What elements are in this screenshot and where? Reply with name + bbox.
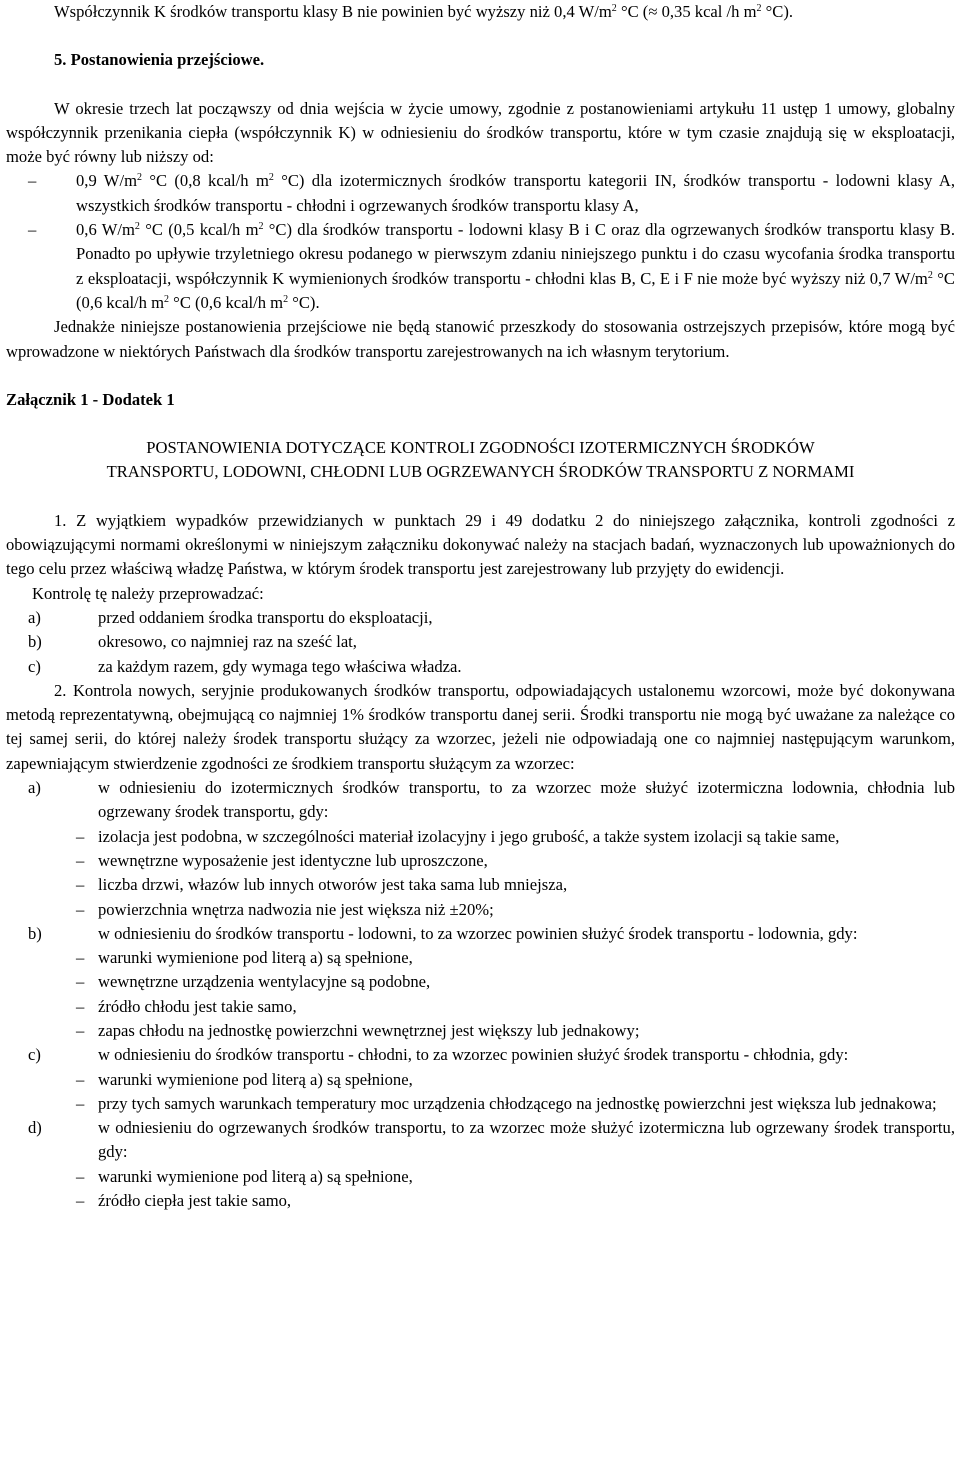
- condition-item-b: [6, 922, 955, 946]
- item-text: w odniesieniu do środków transportu - chłodni, to za wzorzec powinien służyć środek transportu - chłodnia, gdy:: [98, 1045, 849, 1065]
- dash-marker: –: [28, 171, 37, 191]
- dash-item: – warunki wymienione pod literą a) są spełnione,: [76, 948, 413, 968]
- annex-paragraph-1: 1. Z wyjątkiem wypadków przewidzianych w punktach 29 i 49 dodatku 2 do niniejszego załącznika, kontroli zgodności z obowiązującymi normami określonymi w niniejszym załączniku dokonywać należy na stacjach badań, wyznaczonych lub upoważnionych do tego celu przez właściwą władzę Państwa, w którym środek transportu jest zarejestrowany lub przyjęty do ewidencji.: [6, 510, 955, 579]
- dash-item: – izolacja jest podobna, w szczególności materiał izolacyjny i jego grubość, a także system izolacji są takie same,: [76, 826, 840, 846]
- list-item: [6, 169, 955, 218]
- fragment-text: °C).: [761, 2, 794, 21]
- dash-item: – warunki wymienione pod literą a) są spełnione,: [76, 1166, 413, 1186]
- list-item-text: 0,6 $W/m^2$ °C (0,5 kcal/h $m^2$ °C) dla środków transportu - lodowni klasy B i C oraz dla ogrzewanych środków transportu klasy B. Ponadto po upływie trzyletniego okresu podanego w pierwszym zdaniu niniejszego punktu i do czasu wycofania środka transportu z eksploatacji, współczynnik K wymienionych środków transportu - chłodni klas B, C, E i F nie może być wyższy niż 0,7 $W/m^2$ °C (0,6 kcal/h $m^2$ °C (0,6 kcal/h $m^2$ °C).: [76, 220, 956, 312]
- control-item: [6, 606, 955, 630]
- dash-item: – warunki wymienione pod literą a) są spełnione,: [76, 1069, 413, 1089]
- section-heading: 5. Postanowienia przejściowe.: [54, 50, 265, 70]
- dash-item: – liczba drzwi, włazów lub innych otworów jest taka sama lub mniejsza,: [76, 875, 568, 895]
- dash-item: – przy tych samych warunkach temperatury moc urządzenia chłodzącego na jednostkę powierzchni jest większa lub jednakowa;: [76, 1093, 937, 1113]
- annex-title-line1: POSTANOWIENIA DOTYCZĄCE KONTROLI ZGODNOŚCI IZOTERMICZNYCH ŚRODKÓW: [146, 438, 815, 458]
- annex-title-line2: TRANSPORTU, LODOWNI, CHŁODNI LUB OGRZEWANYCH ŚRODKÓW TRANSPORTU Z NORMAMI: [106, 462, 855, 482]
- dash-item: – wewnętrzne urządzenia wentylacyjne są podobne,: [76, 972, 431, 992]
- dash-item: – zapas chłodu na jednostkę powierzchni wewnętrznej jest większy lub jednakowy;: [76, 1020, 640, 1040]
- top-fragment: [6, 0, 955, 24]
- spacer: [6, 485, 955, 509]
- control-list: [6, 606, 955, 679]
- spacer: [6, 412, 955, 436]
- section-closing: Jednakże niniejsze postanowienia przejściowe nie będą stanowić przeszkody do stosowania ostrzejszych przepisów, które mogą być wprowadzone w niektórych Państwach dla środków transportu zarejestrowanych na ich własnym terytorium.: [6, 317, 955, 361]
- condition-item-d: [6, 1116, 955, 1165]
- fragment-text: Współczynnik K środków transportu klasy B nie powinien być wyższy niż 0,4 W/m: [54, 2, 612, 21]
- item-text: w odniesieniu do izotermicznych środków transportu, to za wzorzec może służyć izotermiczna lodownia, chłodnia lub ogrzewany środek transportu, gdy:: [98, 778, 955, 822]
- control-item: [6, 630, 955, 654]
- list-item-text: 0,9 $W/m^2$ °C (0,8 kcal/h $m^2$ °C) dla izotermicznych środków transportu kategorii IN, środków transportu - lodowni klasy A, wszystkich środków transportu - chłodni i ogrzewanych środków transportu klasy A,: [76, 171, 955, 215]
- item-text: w odniesieniu do środków transportu - lodowni, to za wzorzec powinien służyć środek transportu - lodownia, gdy:: [98, 923, 858, 943]
- dash-item: – źródło ciepła jest takie samo,: [76, 1191, 292, 1211]
- annex-paragraph-2: 2. Kontrola nowych, seryjnie produkowanych środków transportu, odpowiadających ustalonemu wzorcowi, może być dokonywana metodą reprezentatywną, obejmującą co najmniej 1% środków transportu danej serii. Środki transportu nie mogą być uważane za należące co tej samej serii, do której należy środek transportu służący za wzorzec, jeżeli nie odpowiadają one co najmniej następującym warunkom, zapewniającym stwierdzenie zgodności ze środkiem transportu służącym za wzorzec:: [6, 680, 955, 773]
- item-marker: a): [28, 778, 41, 798]
- item-marker: b): [28, 923, 42, 943]
- document-page: [6, 0, 955, 1213]
- dash-marker: –: [28, 220, 37, 240]
- item-marker: a): [28, 607, 41, 627]
- condition-item-c: [6, 1043, 955, 1067]
- item-text: w odniesieniu do ogrzewanych środków transportu, to za wzorzec może służyć izotermiczna lub ogrzewany środek transportu, gdy:: [98, 1118, 955, 1162]
- fragment-text: °C (≈ 0,35 kcal /h m: [616, 2, 757, 21]
- item-marker: b): [28, 632, 42, 652]
- annex-heading: Załącznik 1 - Dodatek 1: [6, 389, 175, 409]
- section-intro: W okresie trzech lat począwszy od dnia wejścia w życie umowy, zgodnie z postanowieniami artykułu 11 ustęp 1 umowy, globalny współczynnik przenikania ciepła (współczynnik K) w odniesieniu do środków transportu, które w tym czasie znajdują się w eksploatacji, może być równy lub niższy od:: [6, 98, 955, 167]
- spacer: [6, 73, 955, 97]
- item-marker: c): [28, 1045, 41, 1065]
- list-item: [6, 218, 955, 315]
- spacer: [6, 24, 955, 48]
- spacer: [6, 364, 955, 388]
- item-marker: d): [28, 1118, 42, 1138]
- item-text: okresowo, co najmniej raz na sześć lat,: [98, 632, 357, 652]
- dash-item: – źródło chłodu jest takie samo,: [76, 996, 297, 1016]
- superscript: 2: [756, 3, 762, 14]
- item-marker: c): [28, 656, 41, 676]
- condition-item-a: [6, 776, 955, 825]
- control-intro: Kontrolę tę należy przeprowadzać:: [32, 583, 264, 603]
- item-text: za każdym razem, gdy wymaga tego właściwa władza.: [98, 656, 462, 676]
- control-item: [6, 655, 955, 679]
- superscript: 2: [611, 3, 617, 14]
- item-text: przed oddaniem środka transportu do eksploatacji,: [98, 607, 433, 627]
- dash-item: – wewnętrzne wyposażenie jest identyczne lub uproszczone,: [76, 850, 488, 870]
- dash-item: – powierzchnia wnętrza nadwozia nie jest większa niż ±20%;: [76, 899, 494, 919]
